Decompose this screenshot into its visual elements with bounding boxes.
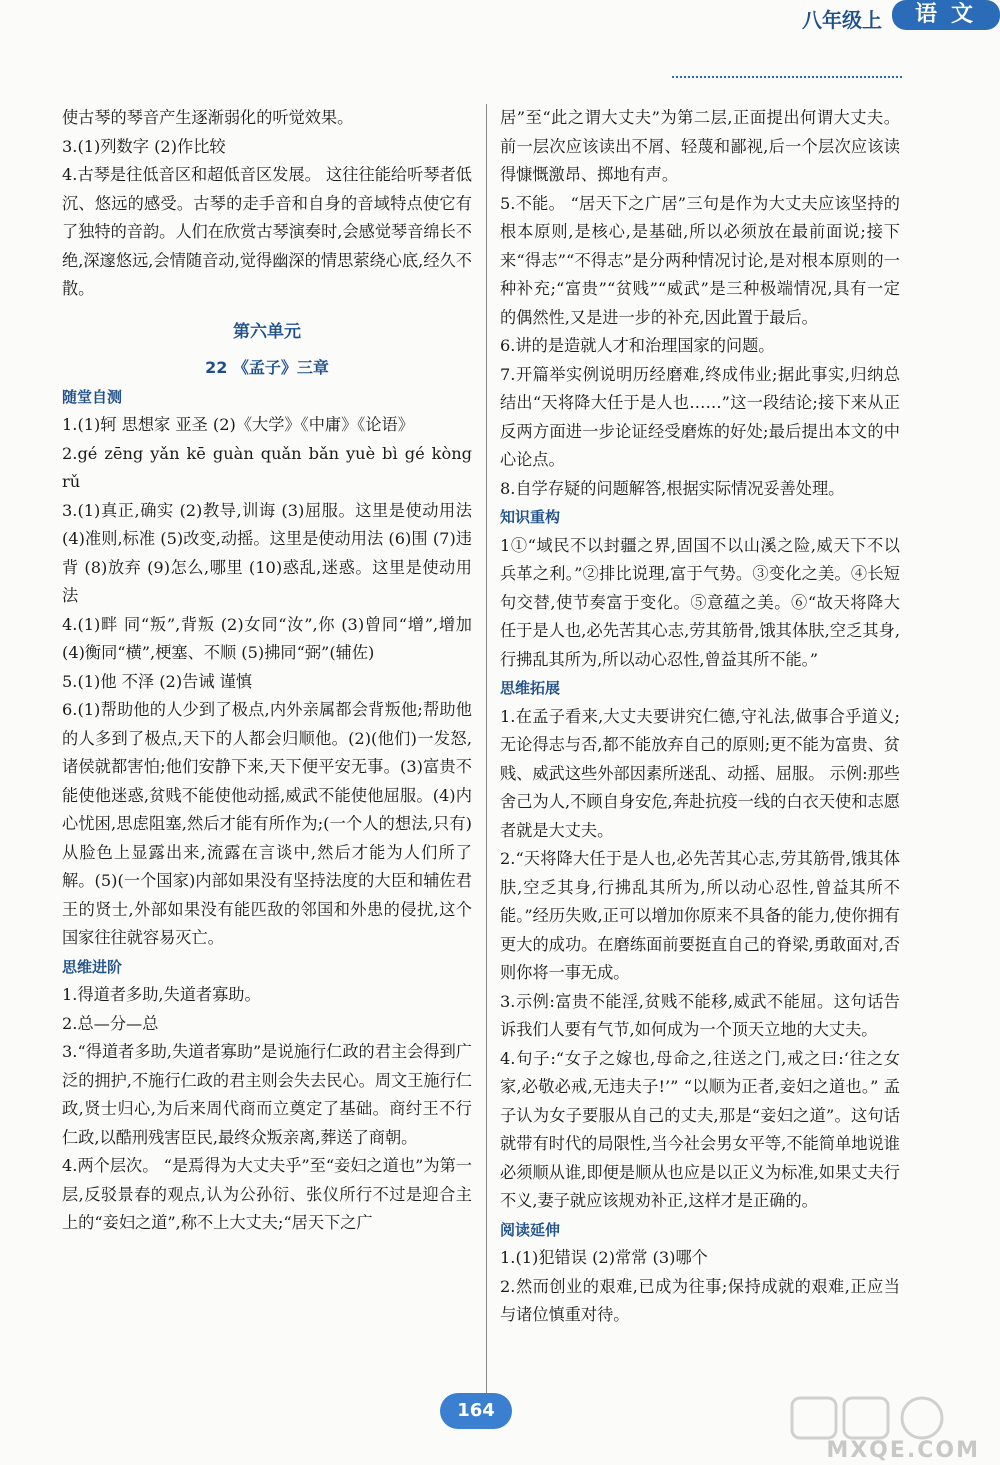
answer-paragraph: 2.“天将降大任于是人也,必先苦其心志,劳其筋骨,饿其体肤,空乏其身,行拂乱其所为,所以动心忍性,曾益其所不能。”经历失败,正可以增加你原来不具备的能力,使你拥有更大的成功。在磨练面前要挺直自己的脊梁,勇敢面对,否则你将一事无成。 xyxy=(500,849,900,982)
watermark-site: MXQE.COM xyxy=(826,1438,980,1463)
subject-badge: 语文 xyxy=(892,0,1000,30)
left-column xyxy=(62,104,472,1238)
answer-paragraph: 6.(1)帮助他的人少到了极点,内外亲属都会背叛他;帮助他的人多到了极点,天下的人都会归顺他。(2)(他们)一发怒,诸侯就都害怕;他们安静下来,天下便平安无事。(3)富贵不能使他迷惑,贫贱不能使他动摇,威武不能使他屈服。(4)内心忧困,思虑阻塞,然后才能有所作为;(一个人的想法,只有)从脸色上显露出来,流露在言谈中,然后才能为人们所了解。(5)(一个国家)内部如果没有坚持法度的大臣和辅佐君王的贤士,外部如果没有能匹敌的邻国和外患的侵扰,这个国家往往就容易灭亡。 xyxy=(62,700,472,947)
page-number: 164 xyxy=(440,1393,512,1429)
lesson-title: 22 《孟子》三章 xyxy=(205,358,329,377)
answer-paragraph: 3.示例:富贵不能淫,贫贱不能移,威武不能屈。这句话告诉我们人要有气节,如何成为一个顶天立地的大丈夫。 xyxy=(500,991,900,1039)
answer-paragraph: 3.“得道者多助,失道者寡助”是说施行仁政的君主会得到广泛的拥护,不施行仁政的君主则会失去民心。周文王施行仁政,贤士归心,为后来周代商而立奠定了基础。商纣王不行仁政,以酷刑残害臣民,最终众叛亲离,葬送了商朝。 xyxy=(62,1042,472,1147)
answer-paragraph: 4.句子:“女子之嫁也,母命之,往送之门,戒之曰:‘往之女家,必敬必戒,无违夫子!’” “以顺为正者,妾妇之道也。” 孟子认为女子要服从自己的丈夫,那是“妾妇之道”。这句话就带有时代的局限性,当今社会男女平等,不能简单地说谁必须顺从谁,即便是顺从也应是以正义为标准,如果丈夫行不义,妻子就应该规劝补正,这样才是正确的。 xyxy=(500,1048,900,1210)
section-heading: 思维拓展 xyxy=(500,679,561,697)
answer-paragraph: 6.讲的是造就人才和治理国家的问题。 xyxy=(500,336,775,355)
column-divider xyxy=(486,104,487,1394)
answer-paragraph: 1.(1)犯错误 (2)常常 (3)哪个 xyxy=(500,1248,708,1267)
section-heading: 阅读延伸 xyxy=(500,1220,561,1239)
answer-paragraph: 5.(1)他 不泽 (2)告诫 谨慎 xyxy=(62,671,253,691)
answer-paragraph: 7.开篇举实例说明历经磨难,终成伟业;据此事实,归纳总结出“天将降大任于是人也……”这一段结论;接下来从正反两方面进一步论证经受磨炼的好处;最后提出本文的中心论点。 xyxy=(500,364,900,469)
answer-paragraph: 5.不能。 “居天下之广居”三句是作为大丈夫应该坚持的根本原则,是核心,是基础,所以必须放在最前面说;接下来“得志”“不得志”是分两种情况讨论,是对根本原则的一种补充;“富贵”“贫贱”“威武”是三种极端情况,具有一定的偶然性,又是进一步的补充,因此置于最后。 xyxy=(500,193,900,327)
section-heading: 随堂自测 xyxy=(62,387,123,406)
grade-label: 八年级上 xyxy=(802,8,882,32)
answer-paragraph: 2.然而创业的艰难,已成为往事;保持成就的艰难,正应当与诸位慎重对待。 xyxy=(500,1276,900,1324)
answer-paragraph: 4.(1)畔 同“叛”,背叛 (2)女同“汝”,你 (3)曾同“增”,增加 (4)衡同“横”,梗塞、不顺 (5)拂同“弼”(辅佐) xyxy=(62,614,472,662)
answer-paragraph: 2.gé zēng yǎn kē guàn quǎn bǎn yuè bì gé kòng rǔ xyxy=(62,443,472,491)
answer-paragraph: 居”至“此之谓大丈夫”为第二层,正面提出何谓大丈夫。前一层次应该读出不屑、轻蔑和鄙视,后一个层次应该读得慷慨激昂、掷地有声。 xyxy=(500,108,900,184)
answer-paragraph: 4.古琴是往低音区和超低音区发展。 这往往能给听琴者低沉、悠远的感受。古琴的走手音和自身的音域特点使它有了独特的音韵。人们在欣赏古琴演奏时,会感觉琴音绵长不绝,深邃悠远,会情随音动,觉得幽深的情思萦绕心底,经久不散。 xyxy=(62,165,472,298)
section-heading: 知识重构 xyxy=(500,508,561,526)
answer-paragraph: 1.得道者多助,失道者寡助。 xyxy=(62,985,261,1004)
answer-paragraph: 8.自学存疑的问题解答,根据实际情况妥善处理。 xyxy=(500,478,845,498)
unit-heading: 第六单元 xyxy=(233,321,301,342)
answer-paragraph: 3.(1)真正,确实 (2)教导,训诲 (3)屈服。这里是使动用法 (4)准则,标准 (5)改变,动摇。这里是使动用法 (6)围 (7)违背 (8)放弃 (9)怎么,哪里 (10)惑乱,迷惑。这里是使动用法 xyxy=(62,500,472,605)
answer-paragraph: 2.总—分—总 xyxy=(62,1013,159,1033)
answer-paragraph: 1.在孟子看来,大丈夫要讲究仁德,守礼法,做事合乎道义;无论得志与否,都不能放弃自己的原则;更不能为富贵、贫贱、威武这些外部因素所迷乱、动摇、屈服。 示例:那些舍己为人,不顾自身安危,奔赴抗疫一线的白衣天使和志愿者就是大丈夫。 xyxy=(500,706,900,840)
header-rule xyxy=(672,76,902,78)
right-column xyxy=(500,104,900,1330)
answer-paragraph: 1.(1)轲 思想家 亚圣 (2)《大学》《中庸》《论语》 xyxy=(62,415,414,434)
answer-paragraph: 使古琴的琴音产生逐渐弱化的听觉效果。 xyxy=(62,108,354,127)
answer-paragraph: 3.(1)列数字 (2)作比较 xyxy=(62,136,226,156)
answer-paragraph: 1①“域民不以封疆之界,固国不以山溪之险,威天下不以兵革之利。”②排比说理,富于气势。③变化之美。④长短句交替,使节奏富于变化。⑤意蕴之美。⑥“故天将降大任于是人也,必先苦其心志,劳其筋骨,饿其体肤,空乏其身,行拂乱其所为,所以动心忍性,曾益其所不能。” xyxy=(500,535,900,669)
answer-paragraph: 4.两个层次。 “是焉得为大丈夫乎”至“妾妇之道也”为第一层,反驳景春的观点,认为公孙衍、张仪所行不过是迎合主上的“妾妇之道”,称不上大丈夫;“居天下之广 xyxy=(62,1156,472,1232)
section-heading: 思维进阶 xyxy=(62,957,123,976)
